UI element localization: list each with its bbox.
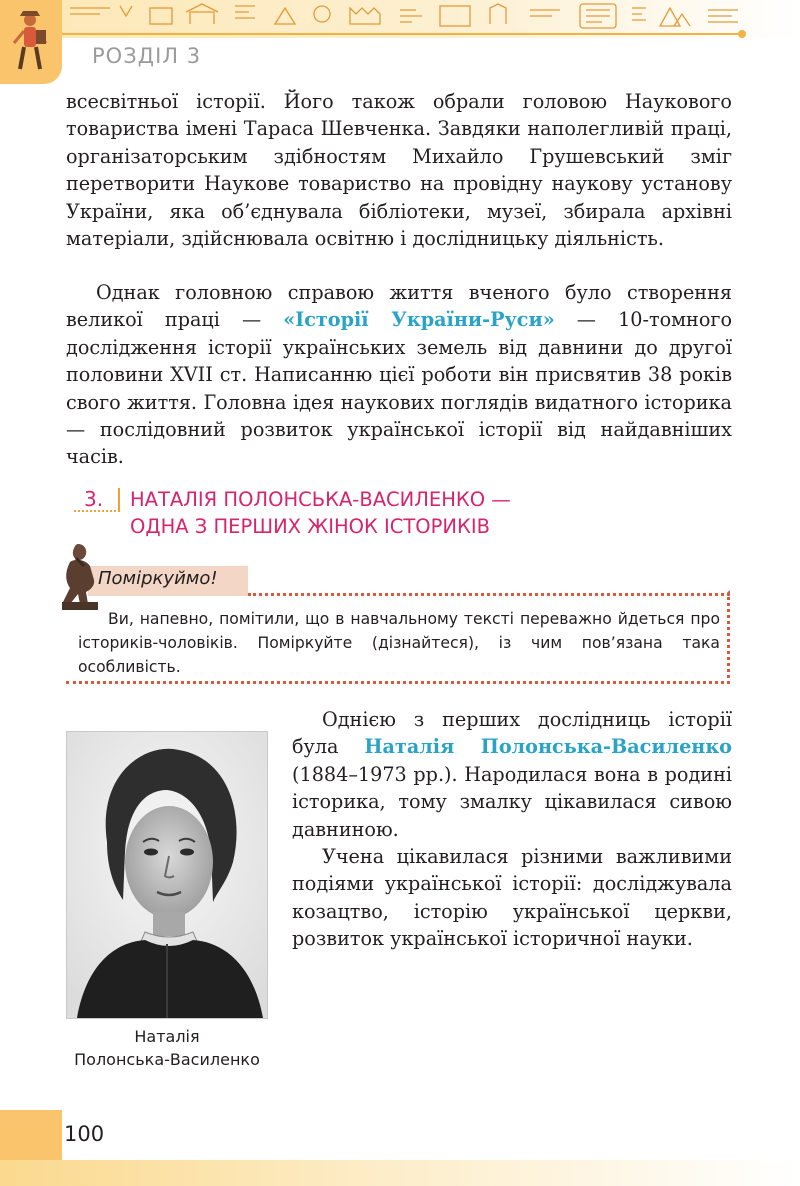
header-rule-dot bbox=[738, 30, 746, 38]
paragraph-2-text-start: Однак головною справою життя вченого було створення великої праці — bbox=[66, 281, 732, 332]
portrait-caption bbox=[46, 1025, 288, 1071]
paragraph-2-text-end: — 10-томного дослідження історії українських земель від давнини до другої половини XVII ст. Написанню цієї роботи він присвятив 38 років свого життя. Головна ідея наукових поглядів видатного історика — послідовний розвиток української історії від найдавніших часів. bbox=[66, 308, 733, 469]
portrait-photo bbox=[66, 731, 268, 1019]
section-number-bar bbox=[118, 488, 120, 512]
paragraph-3 bbox=[292, 706, 732, 843]
highlight-history-ukraine-rus: «Історії України-Руси» bbox=[283, 308, 555, 332]
section-number-dotted-rule bbox=[74, 510, 116, 512]
chapter-label: РОЗДІЛ 3 bbox=[92, 44, 202, 68]
traveler-icon bbox=[0, 0, 62, 84]
section-title bbox=[130, 486, 730, 540]
paragraph-1-text: всесвітньої історії. Його також обрали головою Наукового товариства імені Тараса Шевченка. Завдяки наполегливій праці, організаторським здібностям Михайло Грушевський зміг перетворити Наукове товариство на провідну наукову установу України, яка об’єднувала бібліотеки, музеї, збирала архівні матеріали, здійснювала освітню і дослідницьку діяльність. bbox=[66, 90, 732, 251]
page-number: 100 bbox=[64, 1122, 105, 1146]
paragraph-3-text-end: (1884–1973 рр.). Народилася вона в родині історика, тому змалку цікавилася сивою давниною. bbox=[292, 762, 732, 841]
section-number: 3. bbox=[84, 487, 104, 511]
paragraph-4-text: Учена цікавилася різними важливими подіями української історії: досліджувала козацтво, історію української церкви, розвиток української історичної науки. bbox=[292, 845, 732, 951]
portrait-caption-line-1: Наталія bbox=[134, 1027, 200, 1046]
think-label: Поміркуймо! bbox=[98, 568, 218, 589]
portrait-caption-line-2: Полонська-Василенко bbox=[74, 1050, 260, 1069]
header-rule bbox=[62, 33, 742, 35]
footer-band bbox=[0, 1160, 800, 1186]
think-box-top-rule bbox=[248, 593, 730, 596]
highlight-polonska-vasylenko: Наталія Полонська-Василенко bbox=[364, 735, 732, 759]
paragraph-2 bbox=[66, 279, 732, 471]
paragraph-3-text-start: Однією з перших дослідниць історії була bbox=[292, 708, 732, 759]
section-title-line-2: ОДНА З ПЕРШИХ ЖІНОК ІСТОРИКІВ bbox=[130, 515, 490, 538]
think-box-text bbox=[78, 607, 720, 679]
chapter-corner-tab bbox=[0, 0, 62, 84]
think-box-text-content: Ви, напевно, помітили, що в навчальному тексті переважно йдеться про істориків-чоловіків. Поміркуйте (дізнайтеся), із чим пов’язана така особливість. bbox=[78, 610, 720, 676]
section-title-line-1: НАТАЛІЯ ПОЛОНСЬКА-ВАСИЛЕНКО — bbox=[130, 488, 511, 511]
portrait-woman-image bbox=[67, 732, 267, 1018]
paragraph-1 bbox=[66, 88, 732, 252]
paragraph-4 bbox=[292, 843, 732, 953]
